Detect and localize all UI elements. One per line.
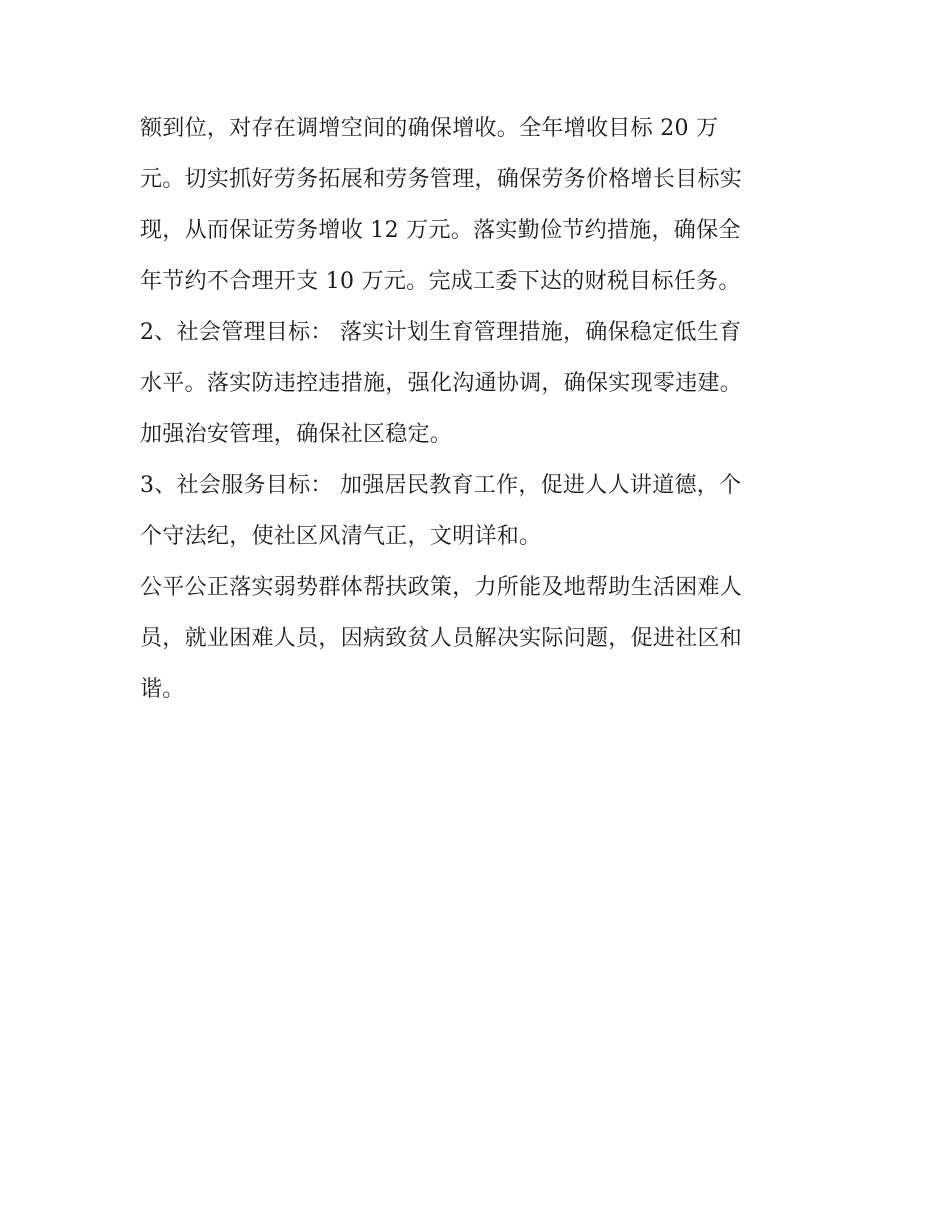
text-line: 水平。落实防违控违措施，强化沟通协调，确保实现零违建。	[140, 371, 743, 396]
text-line: 现，从而保证劳务增收 12 万元。落实勤俭节约措施，确保全	[140, 218, 741, 243]
body-text	[140, 103, 820, 715]
text-line: 年节约不合理开支 10 万元。完成工委下达的财税目标任务。	[140, 269, 741, 294]
text-line: 2、社会管理目标： 落实计划生育管理措施，确保稳定低生育	[140, 320, 742, 345]
text-line: 额到位，对存在调增空间的确保增收。全年增收目标 20 万	[140, 116, 719, 141]
text-line: 加强治安管理，确保社区稳定。	[140, 422, 453, 447]
text-line: 元。切实抓好劳务拓展和劳务管理，确保劳务价格增长目标实	[140, 167, 743, 192]
text-line: 公平公正落实弱势群体帮扶政策，力所能及地帮助生活困难人	[140, 575, 743, 600]
text-line: 3、社会服务目标： 加强居民教育工作，促进人人讲道德，个	[140, 473, 742, 498]
text-line: 个守法纪，使社区风清气正，文明详和。	[140, 524, 542, 549]
text-line: 员，就业困难人员，因病致贫人员解决实际问题，促进社区和	[140, 626, 743, 651]
text-line: 谐。	[140, 677, 185, 702]
